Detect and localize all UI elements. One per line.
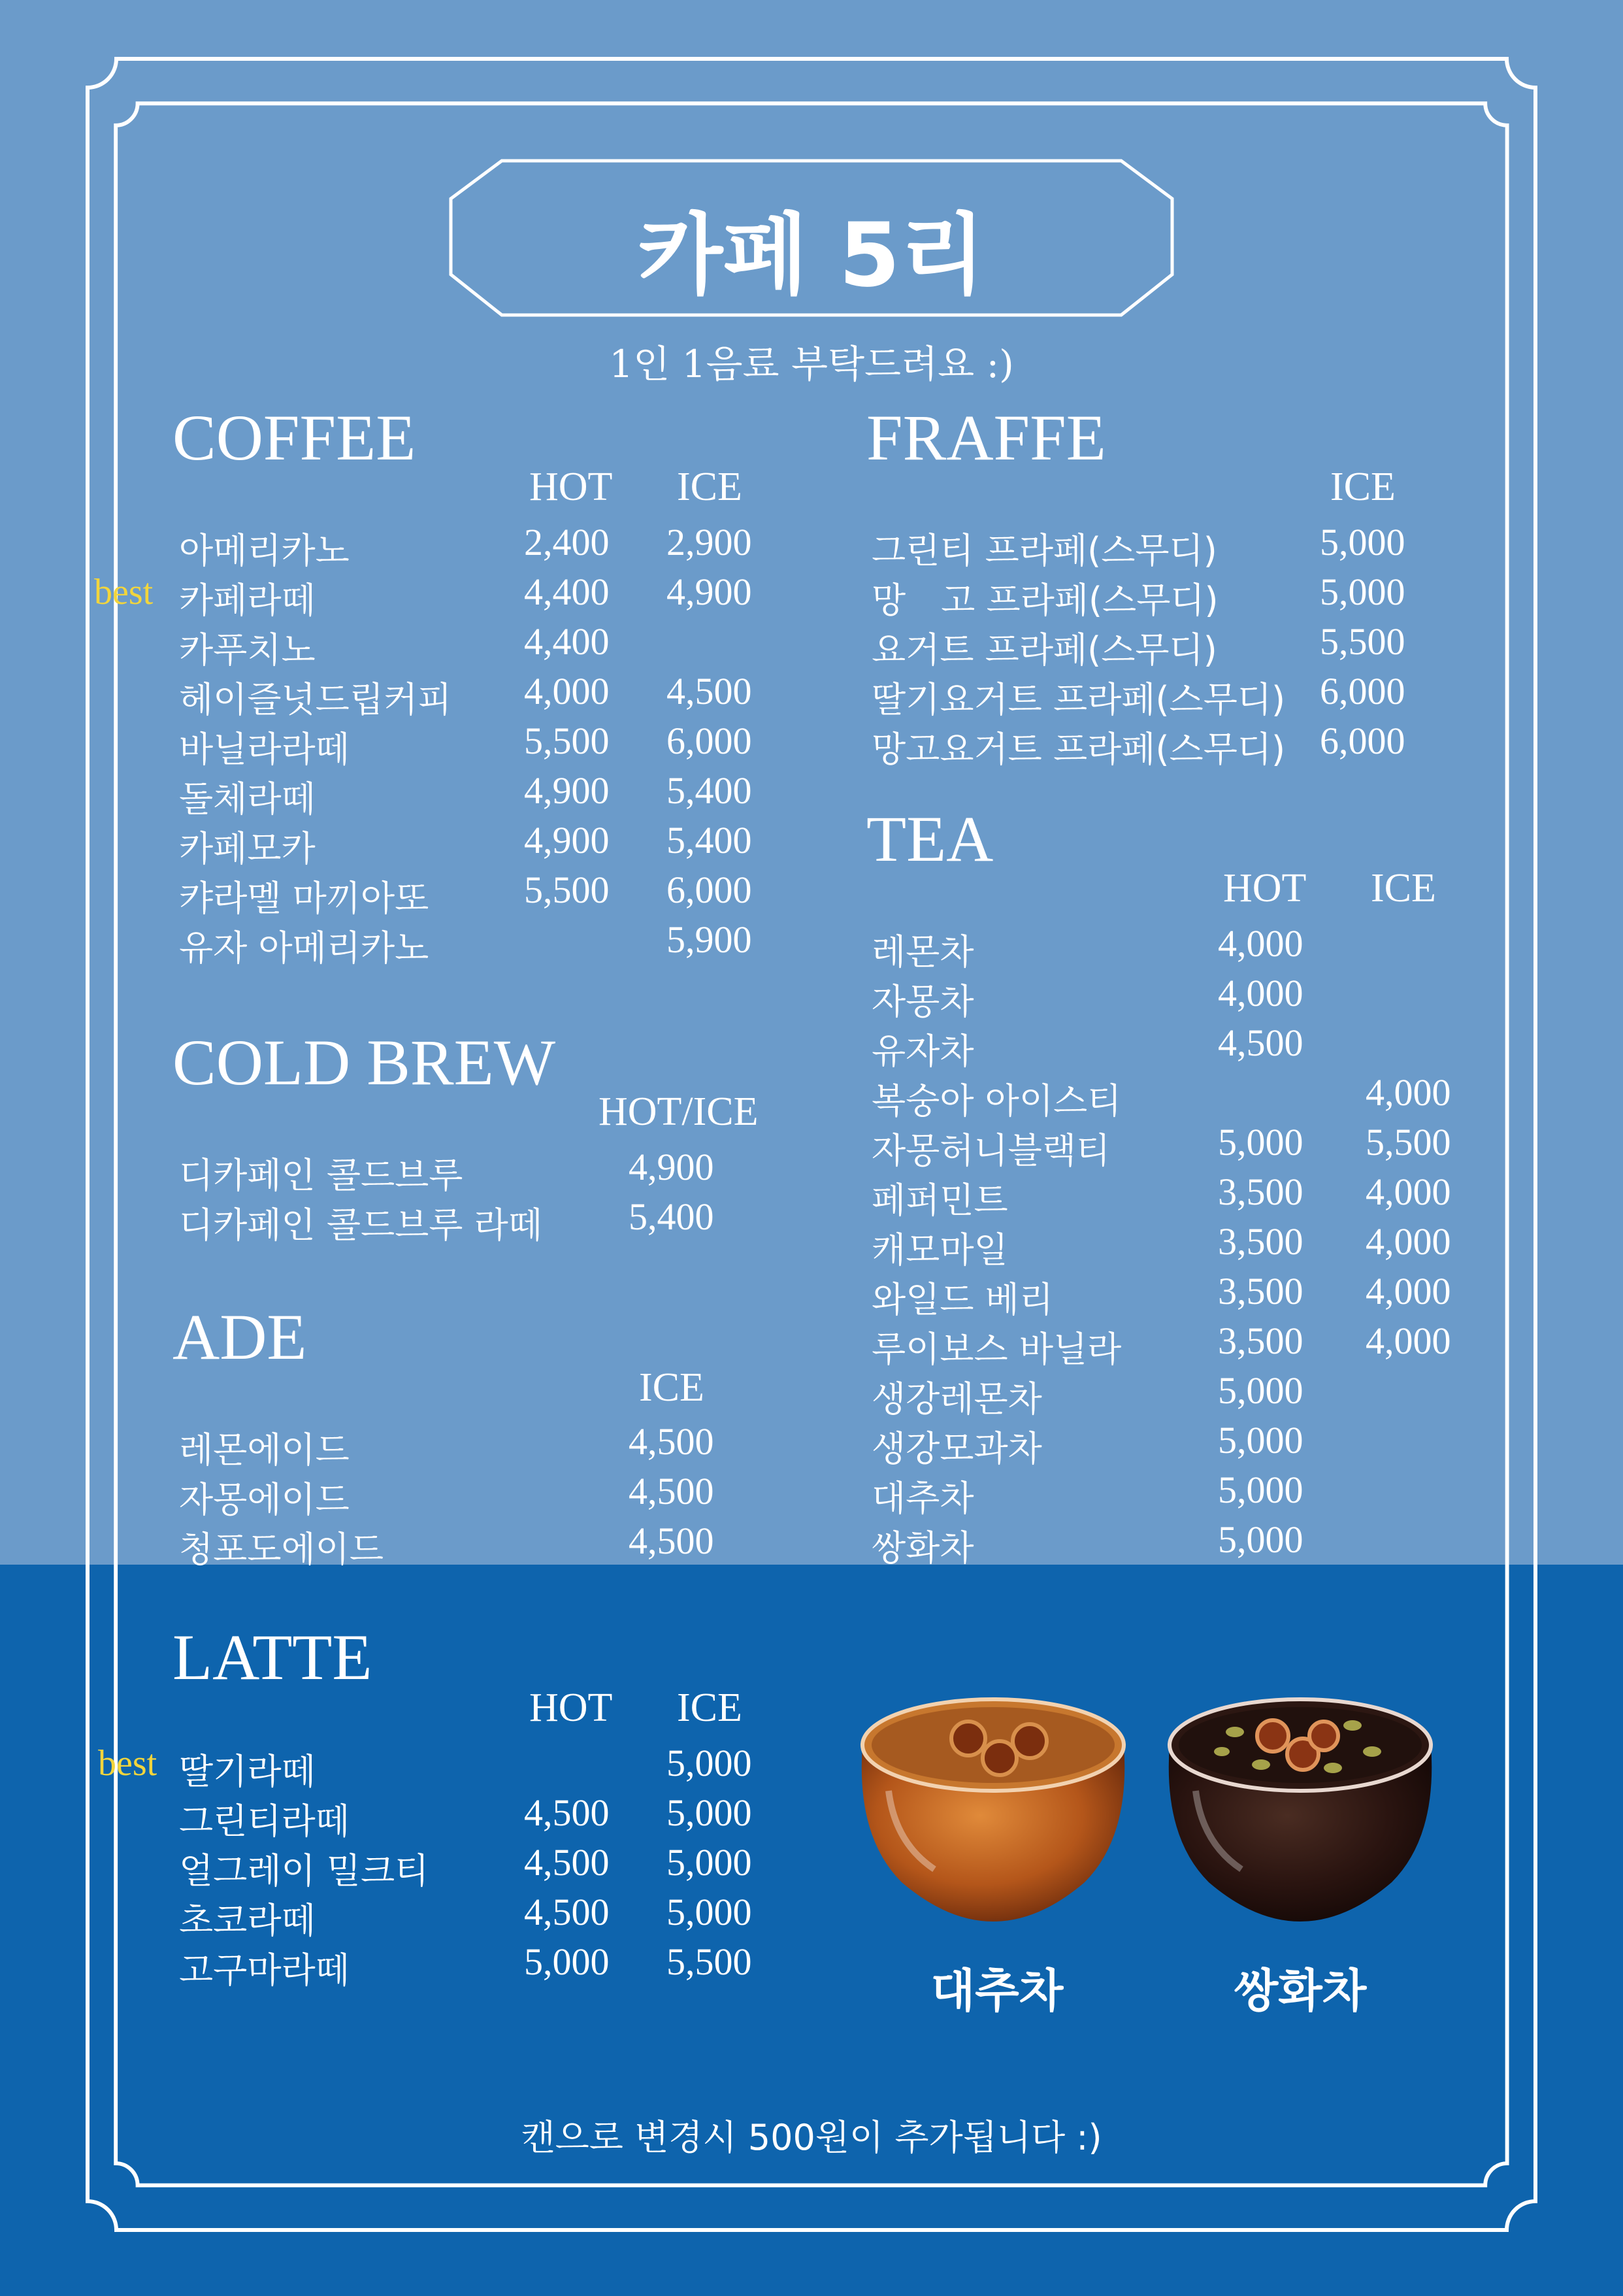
tea-item-name: 쌍화차 — [872, 1527, 974, 1569]
ssanghwa-tea-photo — [1156, 1673, 1444, 1935]
latte-item-name: 초코라떼 — [179, 1900, 316, 1941]
tea-item-hot-price: 4,500 — [1218, 1022, 1303, 1064]
ade-item-name: 청포도에이드 — [179, 1529, 384, 1570]
section-fraffe-heading: FRAFFE — [866, 401, 1106, 474]
tea-item-hot-price: 4,000 — [1218, 972, 1303, 1014]
tea-item-name: 와일드 베리 — [872, 1279, 1053, 1320]
footer-note: 캔으로 변경시 500원이 추가됩니다 :) — [521, 2117, 1102, 2158]
coffee-item-hot-price: 4,000 — [524, 670, 610, 712]
coffee-item-ice-price: 4,500 — [666, 670, 752, 712]
tea-item-ice-price: 4,000 — [1366, 1071, 1451, 1114]
cafe-title: 카페 5리 — [637, 204, 986, 307]
latte-item-ice-price: 5,500 — [666, 1940, 752, 1983]
latte-best-badge: best — [98, 1743, 157, 1784]
tea-item-hot-price: 3,500 — [1218, 1270, 1303, 1312]
tea-item-ice-price: 4,000 — [1366, 1220, 1451, 1263]
fraffe-item-name: 망고요거트 프라페(스무디) — [872, 729, 1286, 770]
coffee-item-name: 바닐라라떼 — [179, 729, 350, 770]
tea-item-hot-price: 5,000 — [1218, 1469, 1303, 1511]
coffee-item-hot-price: 4,400 — [524, 620, 610, 663]
fraffe-item-price: 6,000 — [1320, 720, 1405, 762]
cold_brew-item-name: 디카페인 콜드브루 — [179, 1155, 463, 1196]
coffee-item-hot-price: 4,900 — [524, 769, 610, 812]
coffee-item-hot-price: 2,400 — [524, 521, 610, 563]
latte-item-name: 얼그레이 밀크티 — [179, 1850, 429, 1891]
coffee-best-badge: best — [94, 572, 154, 612]
coffee-item-ice-price: 5,400 — [666, 819, 752, 861]
tea-item-ice-price: 5,500 — [1366, 1121, 1451, 1163]
fraffe-item-name: 딸기요거트 프라페(스무디) — [872, 679, 1286, 720]
coffee-item-name: 캬라멜 마끼아또 — [179, 878, 429, 919]
tea-item-name: 복숭아 아이스티 — [872, 1080, 1122, 1122]
ade-item-name: 레몬에이드 — [179, 1429, 350, 1471]
latte-item-ice-price: 5,000 — [666, 1742, 752, 1784]
tea-item-hot-price: 5,000 — [1218, 1518, 1303, 1561]
coffee-item-hot-price: 4,400 — [524, 571, 610, 613]
coffee-item-name: 카푸치노 — [179, 629, 316, 671]
coffee-col-ice: ICE — [677, 465, 742, 509]
fraffe-item-price: 5,000 — [1320, 521, 1405, 563]
fraffe-item-name: 그린티 프라페(스무디) — [872, 530, 1217, 571]
latte-col-hot: HOT — [529, 1686, 613, 1730]
ade-item-price: 4,500 — [629, 1470, 714, 1512]
tea-item-name: 대추차 — [872, 1478, 974, 1519]
tea-item-ice-price: 4,000 — [1366, 1171, 1451, 1213]
tea-item-hot-price: 5,000 — [1218, 1369, 1303, 1412]
subtitle: 1인 1음료 부탁드려요 :) — [609, 342, 1014, 386]
coffee-item-name: 돌체라떼 — [179, 778, 316, 820]
cold_brew-item-name: 디카페인 콜드브루 라떼 — [179, 1205, 542, 1246]
coffee-item-ice-price: 5,900 — [666, 918, 752, 961]
fraffe-item-price: 5,000 — [1320, 571, 1405, 613]
fraffe-item-price: 6,000 — [1320, 670, 1405, 712]
latte-item-hot-price: 4,500 — [524, 1891, 610, 1933]
tea-item-name: 생강레몬차 — [872, 1378, 1042, 1420]
section-tea-heading: TEA — [866, 803, 994, 875]
latte-item-hot-price: 4,500 — [524, 1791, 610, 1834]
tea-item-name: 자몽차 — [872, 981, 974, 1022]
tea-col-ice: ICE — [1371, 866, 1436, 910]
section-coldbrew-heading: COLD BREW — [172, 1026, 556, 1099]
coffee-item-name: 아메리카노 — [179, 530, 350, 571]
tea-item-name: 레몬차 — [872, 931, 974, 973]
cold_brew-item-price: 5,400 — [629, 1195, 714, 1238]
latte-item-name: 그린티라떼 — [179, 1801, 350, 1842]
tea-item-name: 캐모마일 — [872, 1229, 1008, 1271]
tea-item-hot-price: 3,500 — [1218, 1320, 1303, 1362]
latte-item-ice-price: 5,000 — [666, 1791, 752, 1834]
coffee-item-hot-price: 5,500 — [524, 720, 610, 762]
section-coffee-heading: COFFEE — [172, 401, 416, 474]
fraffe-item-name: 망 고 프라페(스무디) — [872, 580, 1219, 621]
tea-item-hot-price: 4,000 — [1218, 922, 1303, 965]
latte-item-ice-price: 5,000 — [666, 1841, 752, 1884]
coffee-item-name: 헤이즐넛드립커피 — [179, 679, 452, 720]
ade-item-name: 자몽에이드 — [179, 1479, 350, 1520]
latte-item-hot-price: 4,500 — [524, 1841, 610, 1884]
coffee-item-hot-price: 5,500 — [524, 869, 610, 911]
photo-caption-jujube: 대추차 — [930, 1964, 1064, 2018]
coffee-item-name: 카페라떼 — [179, 580, 316, 621]
coffee-col-hot: HOT — [529, 465, 613, 509]
latte-item-name: 딸기라떼 — [179, 1751, 316, 1792]
photo-caption-ssanghwa: 쌍화차 — [1234, 1964, 1367, 2018]
jujube-tea-photo — [849, 1673, 1137, 1935]
tea-item-hot-price: 5,000 — [1218, 1121, 1303, 1163]
tea-item-hot-price: 5,000 — [1218, 1419, 1303, 1461]
tea-item-hot-price: 3,500 — [1218, 1171, 1303, 1213]
ade-item-price: 4,500 — [629, 1420, 714, 1463]
tea-item-name: 생강모과차 — [872, 1428, 1042, 1469]
fraffe-col: ICE — [1330, 465, 1396, 509]
tea-item-name: 루이보스 바닐라 — [872, 1329, 1122, 1370]
cold_brew-item-price: 4,900 — [629, 1146, 714, 1188]
latte-item-ice-price: 5,000 — [666, 1891, 752, 1933]
coffee-item-name: 카페모카 — [179, 828, 316, 869]
tea-item-name: 페퍼민트 — [872, 1180, 1008, 1221]
tea-item-ice-price: 4,000 — [1366, 1320, 1451, 1362]
coffee-item-ice-price: 2,900 — [666, 521, 752, 563]
latte-item-name: 고구마라떼 — [179, 1950, 350, 1991]
section-ade-heading: ADE — [172, 1301, 307, 1373]
tea-item-name: 유자차 — [872, 1031, 974, 1072]
latte-col-ice: ICE — [677, 1686, 742, 1730]
tea-item-name: 자몽허니블랙티 — [872, 1130, 1111, 1171]
fraffe-item-name: 요거트 프라페(스무디) — [872, 629, 1217, 671]
coffee-item-ice-price: 6,000 — [666, 869, 752, 911]
ade-item-price: 4,500 — [629, 1520, 714, 1562]
tea-item-ice-price: 4,000 — [1366, 1270, 1451, 1312]
coffee-item-name: 유자 아메리카노 — [179, 927, 429, 969]
tea-item-hot-price: 3,500 — [1218, 1220, 1303, 1263]
section-latte-heading: LATTE — [172, 1621, 372, 1693]
coffee-item-ice-price: 5,400 — [666, 769, 752, 812]
tea-col-hot: HOT — [1223, 866, 1307, 910]
fraffe-item-price: 5,500 — [1320, 620, 1405, 663]
latte-item-hot-price: 5,000 — [524, 1940, 610, 1983]
coffee-item-hot-price: 4,900 — [524, 819, 610, 861]
coffee-item-ice-price: 6,000 — [666, 720, 752, 762]
coldbrew-col: HOT/ICE — [598, 1090, 759, 1134]
coffee-item-ice-price: 4,900 — [666, 571, 752, 613]
ade-col: ICE — [639, 1365, 704, 1410]
